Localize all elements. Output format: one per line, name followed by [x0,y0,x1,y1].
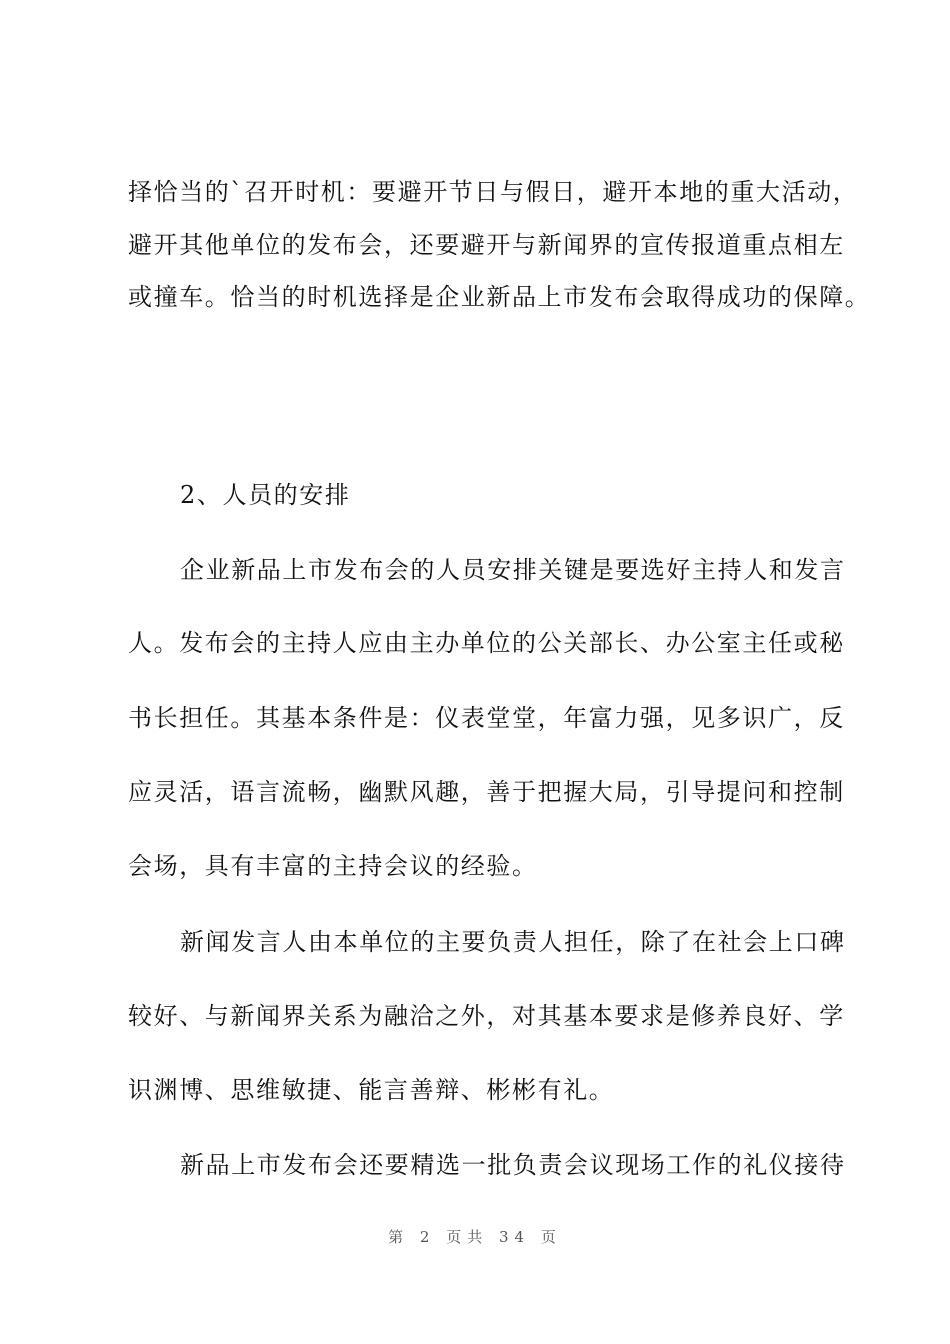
text-line-1: 择恰当的`召开时机：要避开节日与假日，避开本地的重大活动， [128,178,859,206]
page-number-footer: 第 2 页共 34 页 [388,1228,562,1246]
text-line-8: 应灵活，语言流畅，幽默风趣，善于把握大局，引导提问和控制 [128,778,845,806]
text-line-13: 新品上市发布会还要精选一批负责会议现场工作的礼仪接待 [180,1151,846,1179]
text-line-7: 书长担任。其基本条件是：仪表堂堂，年富力强，见多识广，反 [128,704,845,732]
text-line-5: 企业新品上市发布会的人员安排关键是要选好主持人和发言 [180,556,846,584]
section-heading: 2、人员的安排 [180,481,351,509]
text-line-11: 较好、与新闻界关系为融洽之外，对其基本要求是修养良好、学 [128,1002,845,1030]
text-line-6: 人。发布会的主持人应由主办单位的公关部长、办公室主任或秘 [128,629,845,657]
text-line-9: 会场，具有丰富的主持会议的经验。 [128,852,538,880]
text-line-12: 识渊博、思维敏捷、能言善辩、彬彬有礼。 [128,1076,615,1104]
text-line-10: 新闻发言人由本单位的主要负责人担任，除了在社会上口碑 [180,928,846,956]
text-line-2: 避开其他单位的发布会，还要避开与新闻界的宣传报道重点相左 [128,231,845,259]
text-line-3: 或撞车。恰当的时机选择是企业新品上市发布会取得成功的保障。 [128,283,871,311]
